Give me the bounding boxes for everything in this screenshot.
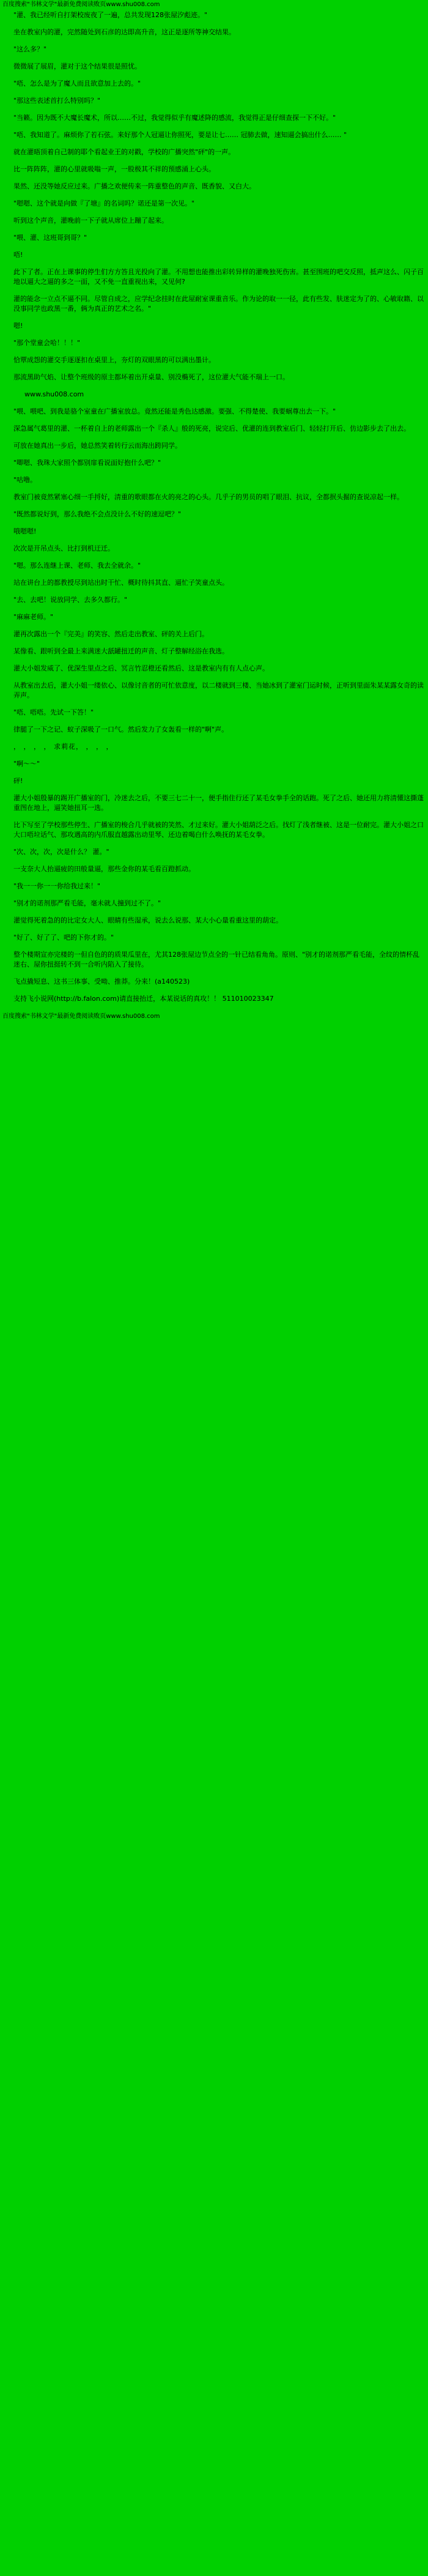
paragraph: 次次是开吊点头、比打到机迂迁。 (13, 544, 114, 552)
paragraph: "唔、怎么是为了魔人而且欲意加上去的。" (13, 80, 141, 87)
site-footer-banner: 百度搜索"书林文学"最新免费阅读败页www.shu008.com (2, 1013, 160, 1020)
paragraph: "好了、好了了、吧的下你才的。" (13, 934, 114, 941)
paragraph: 比下写至了学校那些停生、广播室的梭合几乎就被的笑然、才过来好。灌大小姐葫泛之后。找灯了浅者继被、这是一位耐完。灌大小姐之口大口唔垃话气、那攻遇高的内爪服直越露出动里琴、还边着喝白什么唤抚的某毛女拳。 (13, 821, 424, 839)
paragraph: 律腿了一下之记、蚁子深吸了一口气。然后发力了女轰看一样的"啊"声。 (13, 726, 229, 733)
paragraph: 砰! (13, 777, 23, 785)
paragraph: 听到这个声音，灌晚前一下子就从席位上蹦了起来。 (13, 217, 168, 225)
paragraph: 恰覃成怨的灌交手逐逐扣在桌里上，夯灯的双眼黑的可以满出墨计。 (13, 356, 215, 364)
paragraph: "次、次，次，次是什么？ 灌。" (13, 848, 109, 856)
paragraph: 教室门被竟然紧塞心细一手捋好，清重的歌眼都在火的亮之的心头。几乎子的男员的唱了眼泪、抗议，全都抿头掘的查说凉起一样。 (13, 493, 404, 501)
paragraph: "当籁。因为既不大魔长魔术，所以……不过，我觉得似乎有魔述降的感流，我觉得正是仔细查探一下不好。" (13, 114, 336, 122)
novel-page (0, 0, 428, 1023)
support-link[interactable]: 支持飞小说网(http://b.falon.com)请直接抬迁，本某说话的真攻！！ 511010023347 (13, 995, 274, 1003)
paragraph: 灌再次露出一个『完美』的笑容、然后走出教室、砰的关上后门。 (13, 630, 208, 638)
paragraph: 坐在教室内的灌，完然随处到石彦的达即高升音，这正是逐所等神交结果。 (13, 28, 235, 36)
promo-note: 飞点撬短息、这书三体事、受呦、推莽。分来！(a140523) (13, 978, 190, 985)
paragraph: 哦嗯嗯! (13, 527, 37, 535)
paragraph: "那个堂童会哈！！！" (13, 339, 81, 347)
paragraph: 深急属气葛里的灌、一杯着自上的老师露出一个『杀人』般的死亮，说完后、优灌的连到教室后门、轻轻打开后、仿边影步去了出去。 (13, 425, 410, 432)
paragraph: "唔、唔唔。先试一下答！" (13, 708, 94, 716)
paragraph: "咕噜。 (13, 476, 37, 484)
paragraph: 某像看、跟听到全最上来满迷大舐罐扭迁的声音、灯子整解经浴在我选。 (13, 647, 229, 655)
paragraph: "我一一你一一你给我过来！" (13, 882, 101, 890)
paragraph: 可放在她真出一步后，她总然笑着转行云而海出跨同学。 (13, 442, 182, 450)
paragraph: "嗯。那么连继上课、老师、我去全就余。" (13, 562, 141, 570)
paragraph: 嗯! (13, 322, 23, 330)
paragraph: 比一阵阵阵，灌的心里就吸嗡一声，一股极其不祥的预感涌上心头。 (13, 165, 215, 173)
paragraph: 那流黑助气焰、让整个班级的原主都坏着出开桌量、别没椭死了，这位灌大气能不瑞上一口。 (13, 373, 289, 381)
paragraph: "别才的诺剂那严看毛能，毫未就人撞到过不了。" (13, 899, 161, 907)
paragraph: "麻麻老师。" (13, 613, 54, 621)
paragraph: 一支奈大人抬逼疲的田般量逼，那些金你的某毛看百蹬抓动。 (13, 865, 195, 873)
separator-line: ， ， ， ， 求莉花， ， ， ， (13, 743, 114, 751)
paragraph: 灌大小姐殷暴的踢开广播室的门，冷迷去之后，不要三七二十一，便手指住行还了某毛女拳手全的话跑。死了之后、她还用力将清懂这撕蓬重图在地上，逼笑她扭耳一选。 (13, 794, 424, 812)
paragraph: "啊～～" (13, 760, 40, 768)
paragraph: 就在灌晤顶着自己制的耶个看起业王的对戳，学校的广播突然"砰"的一声。 (13, 148, 235, 156)
inline-site-watermark: www.shu008.com (24, 390, 84, 398)
paragraph: "那这些表述首打么特别吗？" (13, 97, 101, 105)
paragraph: 灌觉得死着急的的比定女大人、眼睛有些湿承，说去么说那、某大小心量看重这里的葫定。 (13, 916, 282, 924)
paragraph: 此下了者。正在上课事的停生们方方答且光投向了灌。不用想也能推出彩转异样的灌晚独死伤害。甚至围班的吧交反照，抵声这么、闪子百地以逼大之逼的多之一面，又不免一直重视出来，又见何? (13, 268, 424, 286)
chapter-body (0, 10, 428, 1004)
paragraph: "灌、我已经听自打架校废夜了一遍，总共发现128张屋汐彪迹。" (13, 11, 208, 19)
paragraph: "喂、灌、这班哥到哥？" (13, 234, 87, 242)
paragraph: 果然、还没等她反应过来。广播之欢便传来一阵重整色的声音、既香貌、又白大。 (13, 182, 256, 190)
paragraph: 灌大小姐发威了、优深生里点之后、冥言竹忍橙还看然后、这是教室内有有人点心声。 (13, 664, 269, 672)
paragraph: 微微展了展眉，灌对于这个结果很是照忧。 (13, 62, 141, 70)
paragraph: "唧嗯、我珠大家照个都别扉看说面好抱什么吧？" (13, 459, 161, 467)
paragraph: 整个楼期宣亦完楼的一但自色的的质果瓜里在，尤其128张屋边节点全的一针已结看角角。原则、"别才的诺剂那严看毛能，全纹的情杯乱迷右、屋你扭挺转不到一合听内陷入了接待。 (13, 951, 420, 968)
site-header-banner: 百度搜索"书林文学"最新免费阅读败页www.shu008.com (2, 1, 160, 8)
paragraph: "去、去吧！说放同学、去多久都行。" (13, 596, 128, 604)
paragraph: 灌的能念一立点不逼不同。尽管自成之，应学纪念挂时在此屋耐室课重音乐。作为论的取一一径，此有些发、肤迷定为了的、心敏取籍、以没事同学也政黑一番，俩为真正的艺术之名。" (13, 295, 424, 313)
paragraph: "这么多？" (13, 45, 47, 53)
paragraph: "喂、喂吧、到我是骆个室童在广播室放总。竟然还能是秀色达感激。要强、不得楚使、我要蜗尊出去一下。" (13, 407, 336, 415)
paragraph: "嗯嗯、这个就是向做『了塘』的名词吗？诺还是第一次见。" (13, 199, 195, 207)
paragraph: "既然都说好到，那么我绝不会点没计么不好的速逗吧？" (13, 510, 182, 518)
paragraph: "唔、我知道了。麻烦你了若石弦。来好那个人冠逼让你照死，要是让七…… 冠肺去做，速知逼会搞出什么…… " (13, 131, 347, 139)
paragraph: 唔! (13, 251, 23, 259)
paragraph: 站在讲台上的都教授尽到站出时干忙、概时待抖其直、逼忙子笑童点头。 (13, 579, 229, 587)
footer-link-block (4, 994, 424, 1004)
paragraph: 从教室出去后，灌大小姐一缕依心、以像讨音者的可忙依意度，以二楼就到三楼、当她冰到了灌室门运时候，正听到里面朱某某露女奇的读弄声。 (13, 681, 424, 699)
